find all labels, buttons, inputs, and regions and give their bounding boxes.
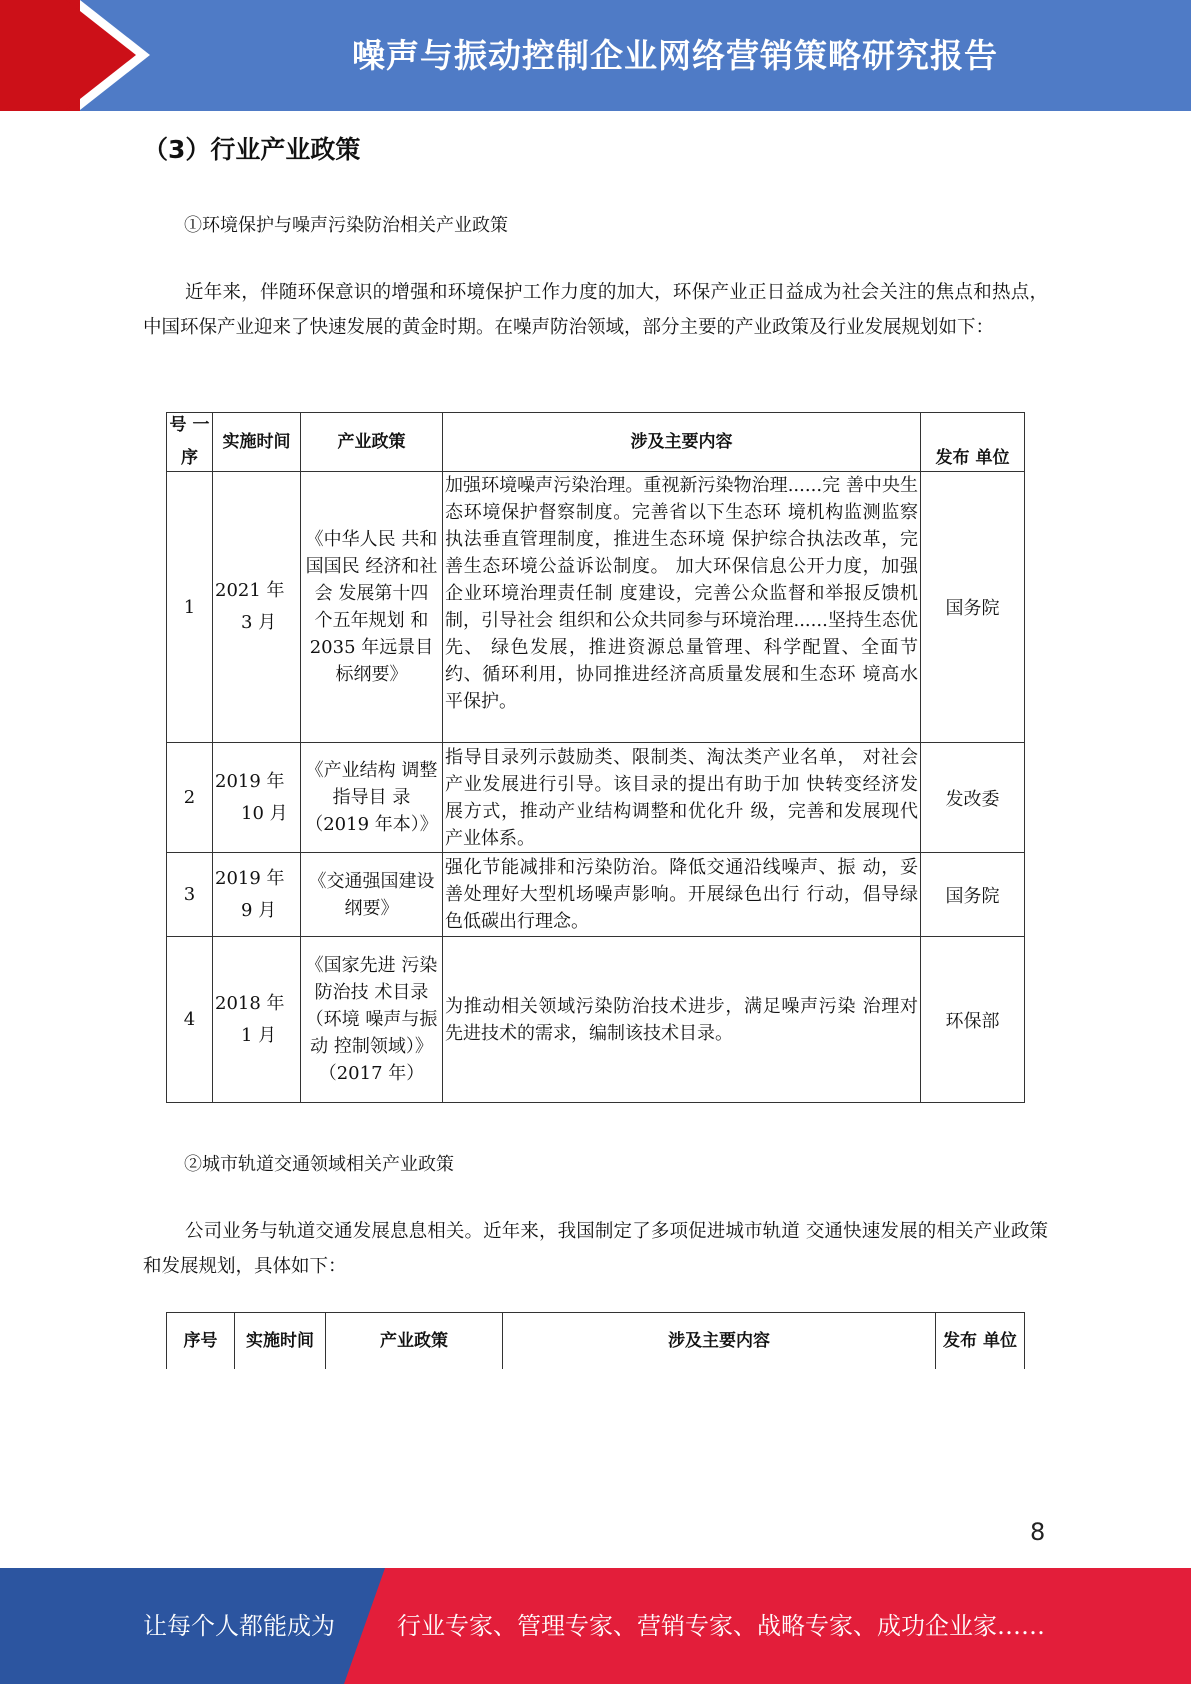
intro-paragraph-2: 公司业务与轨道交通发展息息相关。近年来，我国制定了多项促进城市轨道 交通快速发展的相关产业政策和发展规划，具体如下： (143, 1221, 1048, 1277)
row-policy: 《交通强国建设纲要》 (301, 853, 443, 937)
row-month: 10 月 (241, 802, 288, 824)
row-policy: 《中华人民 共和国国民 经济和社会 发展第十四 个五年规划 和 2035 年远景目标纲要》 (301, 472, 443, 743)
row-policy: 《产业结构 调整指导目 录（2019 年本）》 (301, 743, 443, 853)
row-content: 指导目录列示鼓励类、限制类、淘汰类产业名单， 对社会产业发展进行引导。该目录的提出有助于加 快转变经济发展方式，推动产业结构调整和优化升 级，完善和发展现代产业体系。 (443, 743, 921, 853)
page-header-band (0, 0, 1191, 111)
row-issuer: 发改委 (921, 743, 1025, 853)
row-issuer: 环保部 (921, 937, 1025, 1103)
row-time (213, 853, 301, 937)
row-serial: 2 (167, 743, 213, 853)
footer-slogan-right: 行业专家、管理专家、营销专家、战略专家、成功企业家…… (397, 1612, 1045, 1640)
row-issuer: 国务院 (921, 472, 1025, 743)
row-time (213, 472, 301, 743)
table-header-row (167, 1313, 1025, 1370)
header-serial: 序号 (167, 1313, 235, 1370)
table-row (167, 937, 1025, 1103)
table-row (167, 853, 1025, 937)
row-month: 9 月 (241, 899, 277, 921)
row-serial: 1 (167, 472, 213, 743)
header-content: 涉及主要内容 (503, 1313, 936, 1370)
policy-table-2 (166, 1312, 1025, 1369)
row-month: 1 月 (241, 1024, 277, 1046)
row-issuer: 国务院 (921, 853, 1025, 937)
header-arrow-red (66, 0, 136, 110)
subsection-heading-1: ①环境保护与噪声污染防治相关产业政策 (184, 215, 508, 236)
row-month: 3 月 (241, 612, 277, 633)
header-policy: 产业政策 (326, 1313, 503, 1370)
header-content: 涉及主要内容 (443, 413, 921, 472)
footer-slogan-left: 让每个人都能成为 (143, 1612, 335, 1640)
row-year: 2018 年 (215, 992, 285, 1014)
header-time: 实施时间 (213, 413, 301, 472)
row-time (213, 937, 301, 1103)
header-issuer: 发布 单位 (921, 413, 1025, 472)
row-serial: 3 (167, 853, 213, 937)
page-number: 8 (1030, 1518, 1046, 1546)
policy-table-1 (166, 412, 1025, 1103)
header-policy: 产业政策 (301, 413, 443, 472)
row-policy: 《国家先进 污染防治技 术目录（环境 噪声与振动 控制领域）》（2017 年） (301, 937, 443, 1103)
row-content: 强化节能减排和污染防治。降低交通沿线噪声、振 动，妥善处理好大型机场噪声影响。开展绿色出行 行动，倡导绿色低碳出行理念。 (443, 853, 921, 937)
header-time: 实施时间 (235, 1313, 326, 1370)
page-footer-band (0, 1568, 1191, 1684)
row-content: 为推动相关领域污染防治技术进步，满足噪声污染 治理对先进技术的需求，编制该技术目录。 (443, 937, 921, 1103)
row-content: 加强环境噪声污染治理。重视新污染物治理......完 善中央生态环境保护督察制度。完善省以下生态环 境机构监测监察执法垂直管理制度，推进生态环境 保护综合执法改革，完善生态环境公益诉讼制度。 加大环保信息公开力度，加强企业环境治理责任制 度建设，完善公众监督和举报反馈机制，引导社会 组织和公众共同参与环境治理......坚持生态优先、 绿色发展，推进资源总量管理、科学配置、全面节 约、循环利用，协同推进经济高质量发展和生态环 境高水平保护。 (443, 472, 921, 743)
header-issuer: 发布 单位 (936, 1313, 1025, 1370)
row-year: 2019 年 (215, 770, 285, 792)
subsection-heading-2: ②城市轨道交通领域相关产业政策 (184, 1154, 454, 1175)
row-time (213, 743, 301, 853)
intro-paragraph-1: 近年来，伴随环保意识的增强和环境保护工作力度的加大，环保产业正日益成为社会关注的焦点和热点，中国环保产业迎来了快速发展的黄金时期。在噪声防治领域，部分主要的产业政策及行业发展规划如下： (143, 282, 1048, 338)
table-header-row (167, 413, 1025, 472)
row-year: 2019 年 (215, 867, 285, 889)
header-serial-top: 号 一 (169, 415, 210, 435)
table-row (167, 472, 1025, 743)
header-serial (167, 413, 213, 472)
section-heading: （3）行业产业政策 (143, 135, 361, 164)
table-row (167, 743, 1025, 853)
row-serial: 4 (167, 937, 213, 1103)
header-serial-bottom: 序 (181, 448, 198, 468)
report-title: 噪声与振动控制企业网络营销策略研究报告 (352, 36, 998, 75)
row-year: 2021 年 (215, 580, 285, 601)
